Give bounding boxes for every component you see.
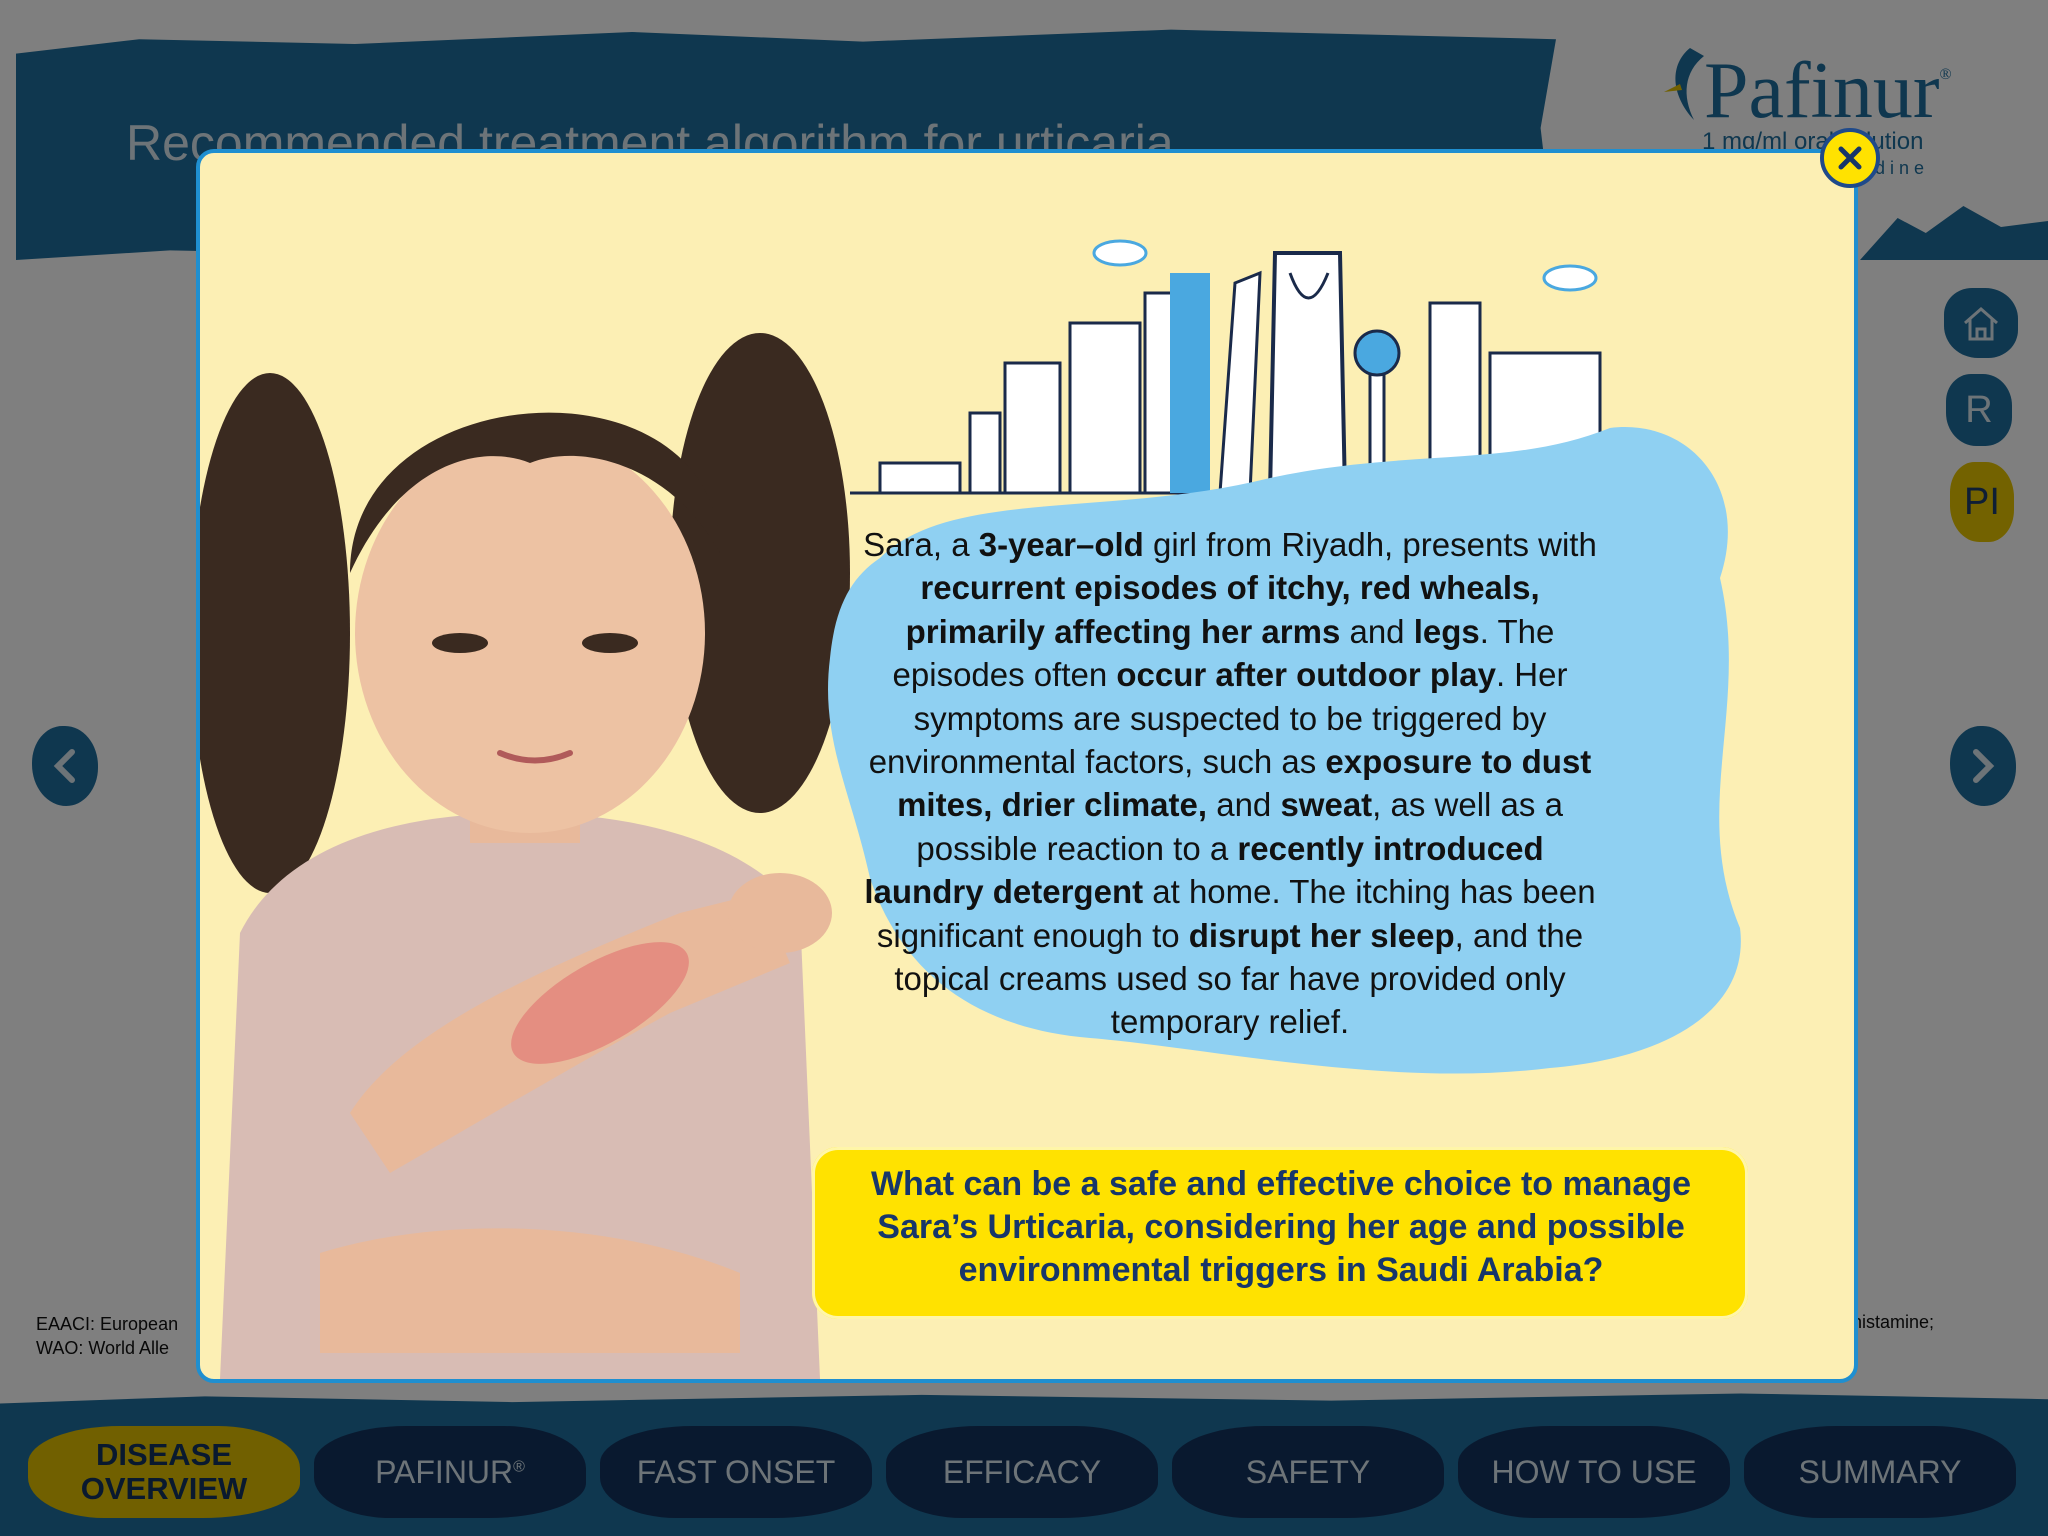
story-emphasis: recurrent episodes of itchy, red wheals, primarily affecting her arms [905, 569, 1540, 650]
story-text: . Her symptoms are suspected to be triggered by environmental factors, such as [868, 656, 1568, 781]
story-text: at home. The itching has been significant enough to [876, 873, 1596, 954]
story-text: . The episodes often [892, 612, 1555, 694]
story-emphasis: legs [1413, 612, 1480, 650]
story-emphasis: sweat [1280, 786, 1373, 824]
question-text: What can be a safe and effective choice to manage Sara’s Urticaria, considering her age and possible environmental triggers in Saudi Arabia? [870, 1165, 1692, 1289]
story-emphasis: exposure to dust mites, drier climate, [897, 743, 1592, 824]
story-emphasis: recently introduced laundry detergent [864, 829, 1544, 911]
story-emphasis: 3-year–old [978, 526, 1144, 563]
case-study-modal [196, 149, 1858, 1383]
story-text: , and the topical creams used so far have provided only temporary relief. [894, 916, 1584, 1041]
close-icon [1835, 143, 1865, 173]
story-text: girl from Riyadh, presents with [1143, 526, 1597, 563]
case-description [860, 523, 1600, 1044]
story-emphasis: disrupt her sleep [1188, 916, 1455, 954]
story-text: and [1207, 786, 1281, 824]
story-text: Sara, a [863, 526, 979, 563]
story-text: , as well as a possible reaction to a [916, 786, 1563, 867]
story-text: and [1340, 612, 1414, 650]
story-emphasis: occur after outdoor play [1116, 656, 1496, 694]
close-button[interactable] [1820, 128, 1880, 188]
